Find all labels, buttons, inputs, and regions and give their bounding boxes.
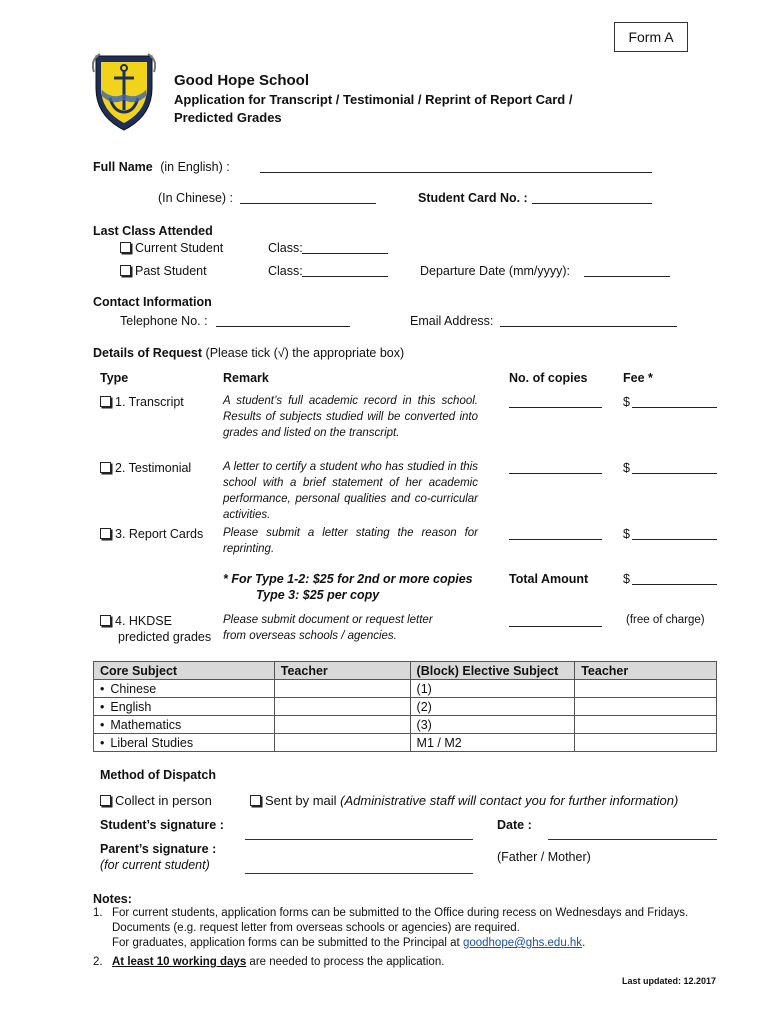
student-signature-field[interactable]: [245, 838, 473, 840]
report-cards-remark: Please submit a letter stating the reason for reprinting.: [223, 527, 478, 555]
dispatch-heading: Method of Dispatch: [100, 768, 216, 782]
teacher-cell[interactable]: [575, 698, 717, 716]
telephone-field[interactable]: [216, 314, 350, 327]
elective-subject-cell[interactable]: (3): [410, 716, 575, 734]
full-name-label: Full Name: [93, 160, 153, 174]
note-2-marker: 2.: [93, 956, 103, 968]
hkdse-option[interactable]: [100, 614, 172, 628]
note-2-rest: are needed to process the application.: [249, 956, 445, 968]
table-row: [94, 734, 717, 752]
testimonial-fee-symbol: $: [623, 461, 630, 475]
date-label: Date :: [497, 818, 532, 832]
school-crest-logo: [92, 50, 156, 132]
collect-option[interactable]: [100, 793, 212, 808]
principal-email-link[interactable]: goodhope@ghs.edu.hk: [462, 937, 583, 949]
table-row: [94, 680, 717, 698]
report-cards-checkbox[interactable]: [100, 528, 111, 539]
transcript-fee-field[interactable]: [632, 395, 717, 408]
report-cards-option[interactable]: [100, 527, 203, 541]
hkdse-copies-field[interactable]: [509, 614, 602, 627]
student-card-field[interactable]: [532, 191, 652, 204]
past-student-option[interactable]: [120, 264, 207, 278]
transcript-remark: A student’s full academic record in this school. Results of subjects studied will be converted into grades and listed on the transcript.: [223, 395, 478, 439]
student-signature-label: Student’s signature :: [100, 818, 224, 832]
header-teacher: Teacher: [274, 662, 410, 680]
current-class-label: Class:: [268, 241, 303, 255]
note-1-line-2: Documents (e.g. request letter from overseas schools or agencies) are required.: [112, 922, 520, 934]
report-cards-label: 3. Report Cards: [115, 527, 204, 541]
form-title-line1: Application for Transcript / Testimonial / Reprint of Report Card /: [174, 92, 573, 107]
past-class-field[interactable]: [302, 264, 388, 277]
mail-checkbox[interactable]: [250, 795, 261, 806]
free-of-charge-note: (free of charge): [626, 614, 705, 626]
note-1-line-3: [112, 937, 585, 949]
request-hint: (Please tick (√) the appropriate box): [205, 346, 405, 360]
testimonial-remark: A letter to certify a student who has studied in this school with a brief statement of her academic performance, personal qualities and co-curricular activities.: [223, 461, 478, 521]
notes-heading: Notes:: [93, 892, 132, 906]
date-field[interactable]: [548, 838, 717, 840]
note-1-marker: 1.: [93, 907, 103, 919]
report-cards-fee-field[interactable]: [632, 527, 717, 540]
fee-note-1: * For Type 1-2: $25 for 2nd or more copies: [223, 572, 473, 586]
testimonial-checkbox[interactable]: [100, 462, 111, 473]
note-1-line-1: For current students, application forms can be submitted to the Office during recess on Wednesdays and Fridays.: [112, 907, 689, 919]
table-row: [94, 698, 717, 716]
teacher-cell[interactable]: [274, 680, 410, 698]
transcript-option[interactable]: [100, 395, 184, 409]
testimonial-copies-field[interactable]: [509, 461, 602, 474]
email-field[interactable]: [500, 314, 677, 327]
hkdse-label-1: 4. HKDSE: [115, 614, 172, 628]
father-mother-label: (Father / Mother): [497, 850, 591, 864]
current-student-checkbox[interactable]: [120, 242, 131, 253]
telephone-label: Telephone No. :: [120, 314, 208, 328]
request-heading-row: [93, 346, 404, 360]
form-title-line2: Predicted Grades: [174, 110, 282, 125]
request-heading: Details of Request: [93, 346, 203, 360]
in-english-label: (in English) :: [160, 160, 230, 174]
full-name-row: [93, 160, 230, 174]
report-cards-fee-symbol: $: [623, 527, 630, 541]
current-student-option[interactable]: [120, 241, 223, 255]
hkdse-checkbox[interactable]: [100, 615, 111, 626]
mail-label: Sent by mail: [265, 793, 337, 808]
report-cards-copies-field[interactable]: [509, 527, 602, 540]
testimonial-label: 2. Testimonial: [115, 461, 192, 475]
core-subject-cell: • English: [94, 698, 275, 716]
mail-option[interactable]: [250, 793, 678, 808]
col-fee: Fee *: [623, 371, 653, 385]
core-subject-cell: • Liberal Studies: [94, 734, 275, 752]
past-student-label: Past Student: [135, 264, 207, 278]
teacher-cell[interactable]: [274, 734, 410, 752]
transcript-fee-symbol: $: [623, 395, 630, 409]
current-class-field[interactable]: [302, 241, 388, 254]
parent-signature-field[interactable]: [245, 872, 473, 874]
core-subject-cell: • Mathematics: [94, 716, 275, 734]
collect-checkbox[interactable]: [100, 795, 111, 806]
parent-signature-note: (for current student): [100, 858, 210, 872]
header-elective-subject: (Block) Elective Subject: [410, 662, 575, 680]
total-amount-label: Total Amount: [509, 572, 589, 586]
note-2-bold: At least 10 working days: [112, 956, 247, 968]
past-student-checkbox[interactable]: [120, 265, 131, 276]
transcript-label: 1. Transcript: [115, 395, 184, 409]
note-2: [112, 956, 444, 968]
header-core-subject: Core Subject: [94, 662, 275, 680]
english-name-field[interactable]: [260, 160, 652, 173]
hkdse-remark-1: Please submit document or request letter: [223, 614, 433, 626]
email-label: Email Address:: [410, 314, 494, 328]
form-label: Form A: [614, 22, 688, 52]
elective-subject-cell[interactable]: M1 / M2: [410, 734, 575, 752]
last-class-heading: Last Class Attended: [93, 224, 213, 238]
fee-note-2: Type 3: $25 per copy: [256, 588, 380, 602]
table-row: [94, 716, 717, 734]
core-subject-cell: • Chinese: [94, 680, 275, 698]
departure-date-field[interactable]: [584, 264, 670, 277]
collect-label: Collect in person: [115, 793, 212, 808]
student-card-label: Student Card No. :: [418, 191, 528, 205]
testimonial-option[interactable]: [100, 461, 191, 475]
total-fee-symbol: $: [623, 572, 630, 586]
header-teacher: Teacher: [575, 662, 717, 680]
col-remark: Remark: [223, 371, 269, 385]
departure-date-label: Departure Date (mm/yyyy):: [420, 264, 571, 278]
teacher-cell[interactable]: [575, 734, 717, 752]
hkdse-label-2: predicted grades: [118, 630, 212, 644]
note-1-period: .: [582, 937, 586, 949]
chinese-name-field[interactable]: [240, 191, 376, 204]
table-header-row: [94, 662, 717, 680]
col-copies: No. of copies: [509, 371, 588, 385]
teacher-cell[interactable]: [274, 698, 410, 716]
teacher-cell[interactable]: [274, 716, 410, 734]
school-name: Good Hope School: [174, 72, 309, 89]
in-chinese-label: (In Chinese) :: [158, 191, 234, 205]
contact-heading: Contact Information: [93, 295, 212, 309]
transcript-checkbox[interactable]: [100, 396, 111, 407]
past-class-label: Class:: [268, 264, 303, 278]
note-1-line-3-text: For graduates, application forms can be submitted to the Principal at: [112, 937, 460, 949]
mail-note: (Administrative staff will contact you for further information): [340, 793, 679, 808]
elective-subject-cell[interactable]: (2): [410, 698, 575, 716]
col-type: Type: [100, 371, 129, 385]
hkdse-remark-2: from overseas schools / agencies.: [223, 630, 397, 642]
transcript-copies-field[interactable]: [509, 395, 602, 408]
elective-subject-cell[interactable]: (1): [410, 680, 575, 698]
last-updated: Last updated: 12.2017: [622, 976, 717, 986]
subject-table: [93, 661, 717, 752]
parent-signature-label: Parent’s signature :: [100, 842, 217, 856]
teacher-cell[interactable]: [575, 680, 717, 698]
teacher-cell[interactable]: [575, 716, 717, 734]
total-amount-field[interactable]: [632, 572, 717, 585]
testimonial-fee-field[interactable]: [632, 461, 717, 474]
current-student-label: Current Student: [135, 241, 224, 255]
